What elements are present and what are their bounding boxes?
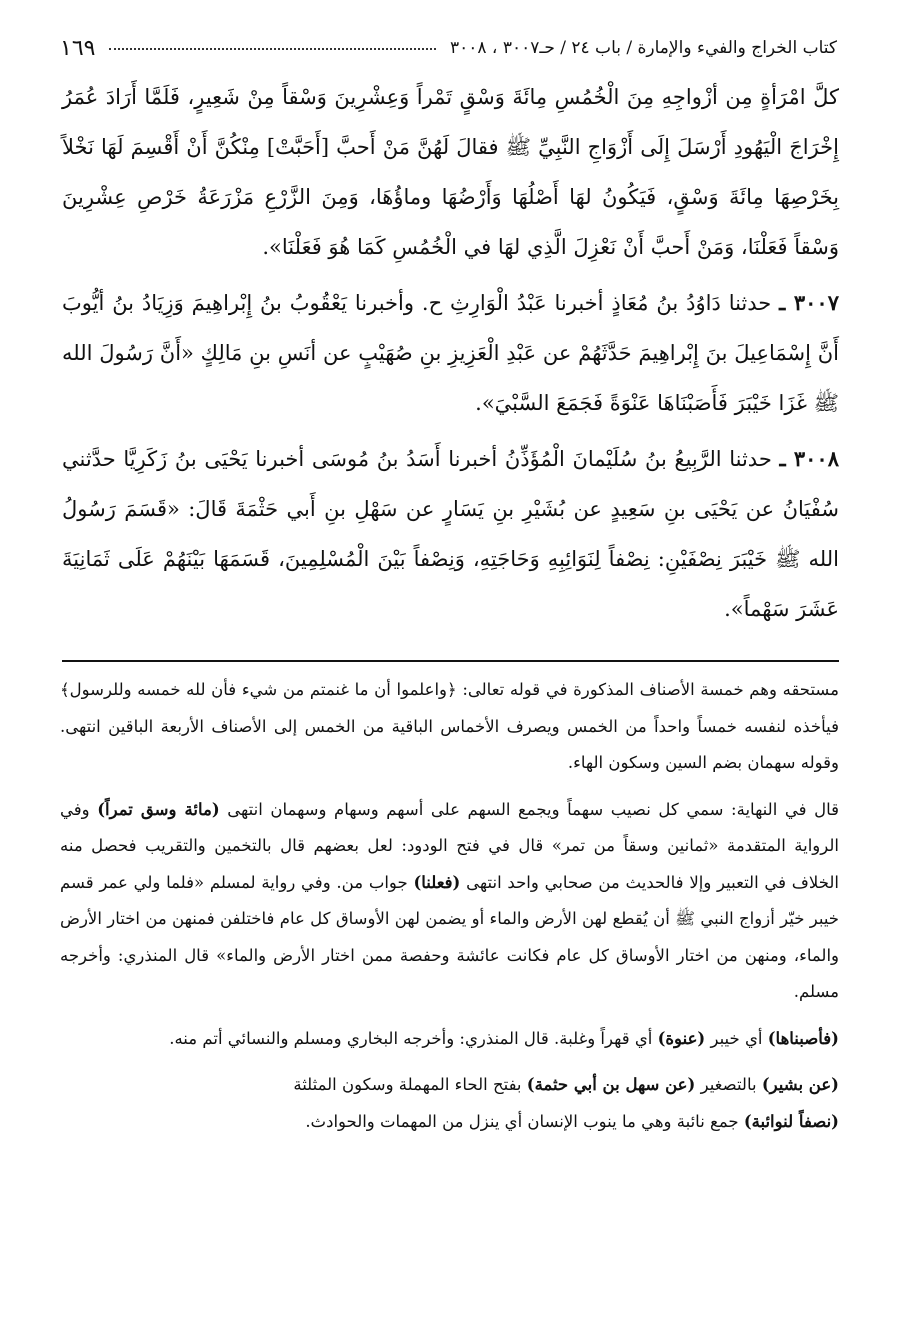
note-2-body-1: وفي الرواية المتقدمة «ثمانين وسقاً من تمر» قال في فتح الودود: لعل بعضهم قال بالتخمين والتقريب فحصل منه الخلاف في التعبير وإلا فالحديث من صحابي واحد انتهى: [60, 799, 840, 892]
running-header: [60, 28, 837, 68]
hadith-3008: [62, 434, 839, 634]
note-2: [60, 792, 839, 1011]
note-3: [60, 1021, 839, 1058]
note-4-body-2: بفتح الحاء المهملة وسكون المثلثة: [293, 1075, 522, 1094]
note-3-term-1: (فأصبناها): [767, 1028, 839, 1048]
hadith-3008-text: حدثنا الرَّبِيعُ بنُ سُلَيْمانَ الْمُؤَذِّنُ أخبرنا أَسَدُ بنُ مُوسَى أخبرنا يَحْيَى بنُ زَكَرِيَّا حدَّثني سُفْيَانُ عن يَحْيَى بنِ سَعِيدٍ عن بُشَيْرِ بنِ يَسَارٍ عن سَهْلِ بنِ أَبي حَثْمَةَ قَالَ: «قَسَمَ رَسُولُ الله ﷺ خَيْبَرَ نِصْفَيْنِ: نِصْفاً لِنَوَائِبِهِ وَحَاجَتِهِ، وَنِصْفاً بَيْنَ الْمُسْلِمِينَ، قَسَمَهَا بَيْنَهُمْ عَلَى ثَمَانِيَةَ عَشَرَ سَهْماً».: [62, 447, 839, 621]
note-2-term-1: (مائة وسق تمراً): [97, 799, 220, 819]
note-3-body-2: أي قهراً وغلبة. قال المنذري: وأخرجه البخاري ومسلم والنسائي أتم منه.: [169, 1028, 653, 1048]
hadith-continuation: كلَّ امْرَأةٍ مِن أزْواجِهِ مِنَ الْخُمُسِ مِائَةَ وَسْقٍ تَمْراً وَعِشْرِينَ وَسْقاً مِنْ شَعِيرٍ، فَلَمَّا أَرَادَ عُمَرُ إِخْرَاجَ الْيَهُودِ أَرْسَلَ إِلَى أَزْوَاجِ النَّبِيِّ ﷺ فقالَ لَهُنَّ مَنْ أَحبَّ [أَحَبَّتْ] مِنْكُنَّ أَنْ أَقْسِمَ لَهَا نَخْلاً بِخَرْصِهَا مِائَةَ وَسْقٍ، فَيَكُونُ لهَا أَصْلُهَا وَأَرْضُهَا وماؤُهَا، وَمِنَ الزَّرْعِ مَزْرَعَةُ خَرْصِ عِشْرِينَ وَسْقاً فَعَلْنَا، وَمَنْ أَحبَّ أَنْ نَعْزِلَ الَّذِي لهَا في الْخُمُسِ كَمَا هُوَ فَعَلْنَا».: [62, 85, 839, 259]
hadith-text: [62, 72, 839, 640]
note-4: [60, 1067, 839, 1140]
hadith-number-3007: ٣٠٠٧ ـ: [779, 290, 839, 315]
note-4-term-2: (عن سهل بن أبي حثمة): [526, 1075, 696, 1094]
page-number: ١٦٩: [60, 35, 96, 61]
note-2-intro: قال في النهاية: سمي كل نصيب سهماً ويجمع السهم على أسهم وسهام وسهمان انتهى: [227, 799, 840, 819]
note-1: مستحقه وهم خمسة الأصناف المذكورة في قوله تعالى: ﴿واعلموا أن ما غنمتم من شيء فأن لله خمسه وللرسول﴾ فيأخذه لنفسه خمساً واحداً من الخمس ويصرف الأخماس الباقية من الخمس إلى الأصناف الأربعة الباقين انتهى. وقوله سهمان بضم السين وسكون الهاء.: [60, 680, 839, 772]
header-title: كتاب الخراج والفيء والإمارة / باب ٢٤ / حـ٣٠٠٧ ، ٣٠٠٨: [450, 38, 837, 58]
note-4-term-3: (نصفاً لنوائبة): [743, 1111, 839, 1131]
note-3-term-2: (عنوة): [657, 1028, 706, 1048]
hadith-number-3008: ٣٠٠٨ ـ: [779, 446, 839, 471]
commentary: [60, 672, 839, 1150]
note-4-body-3: جمع نائبة وهي ما ينوب الإنسان أي ينزل من المهمات والحوادث.: [305, 1111, 739, 1131]
hadith-3007-text: حدثنا دَاوُدُ بنُ مُعَاذٍ أخبرنا عَبْدُ الْوَارِثِ ح. وأخبرنا يَعْقُوبُ بنُ إِبْراهِيمَ وَزِيَادُ بنُ أيُّوبَ أَنَّ إِسْمَاعِيلَ بنَ إِبْراهِيمَ حَدَّثَهُمْ عن عَبْدِ الْعَزِيزِ بنِ صُهَيْبٍ عن أنَسِ بنِ مَالِكٍ «أَنَّ رَسُولَ الله ﷺ غَزَا خَيْبَرَ فَأَصَبْنَاهَا عَنْوَةً فَجَمَعَ السَّبْيَ».: [62, 291, 839, 415]
note-2-body-2: جواب من. وفي رواية لمسلم «فلما ولي عمر قسم خيبر خيّر أزواج النبي ﷺ أن يُقطع لهن الأرض والماء أو يضمن لهن الأوساق كل عام فاختلفن فمنهن من اختار الأرض والماء، ومنهن من اختار الأوساق كل عام فكانت عائشة وحفصة ممن اختار الأرض والماء» قال المنذري: وأخرجه مسلم.: [60, 872, 839, 1001]
header-leader-dots: [109, 47, 436, 50]
note-4-term-1: (عن بشير): [761, 1075, 839, 1094]
note-3-body-1: أي خيبر: [710, 1028, 763, 1048]
note-2-term-2: (فعلنا): [413, 872, 461, 892]
footnote-divider: [62, 660, 839, 662]
note-4-body-1: بالتصغير: [700, 1075, 757, 1094]
hadith-3007: [62, 278, 839, 428]
